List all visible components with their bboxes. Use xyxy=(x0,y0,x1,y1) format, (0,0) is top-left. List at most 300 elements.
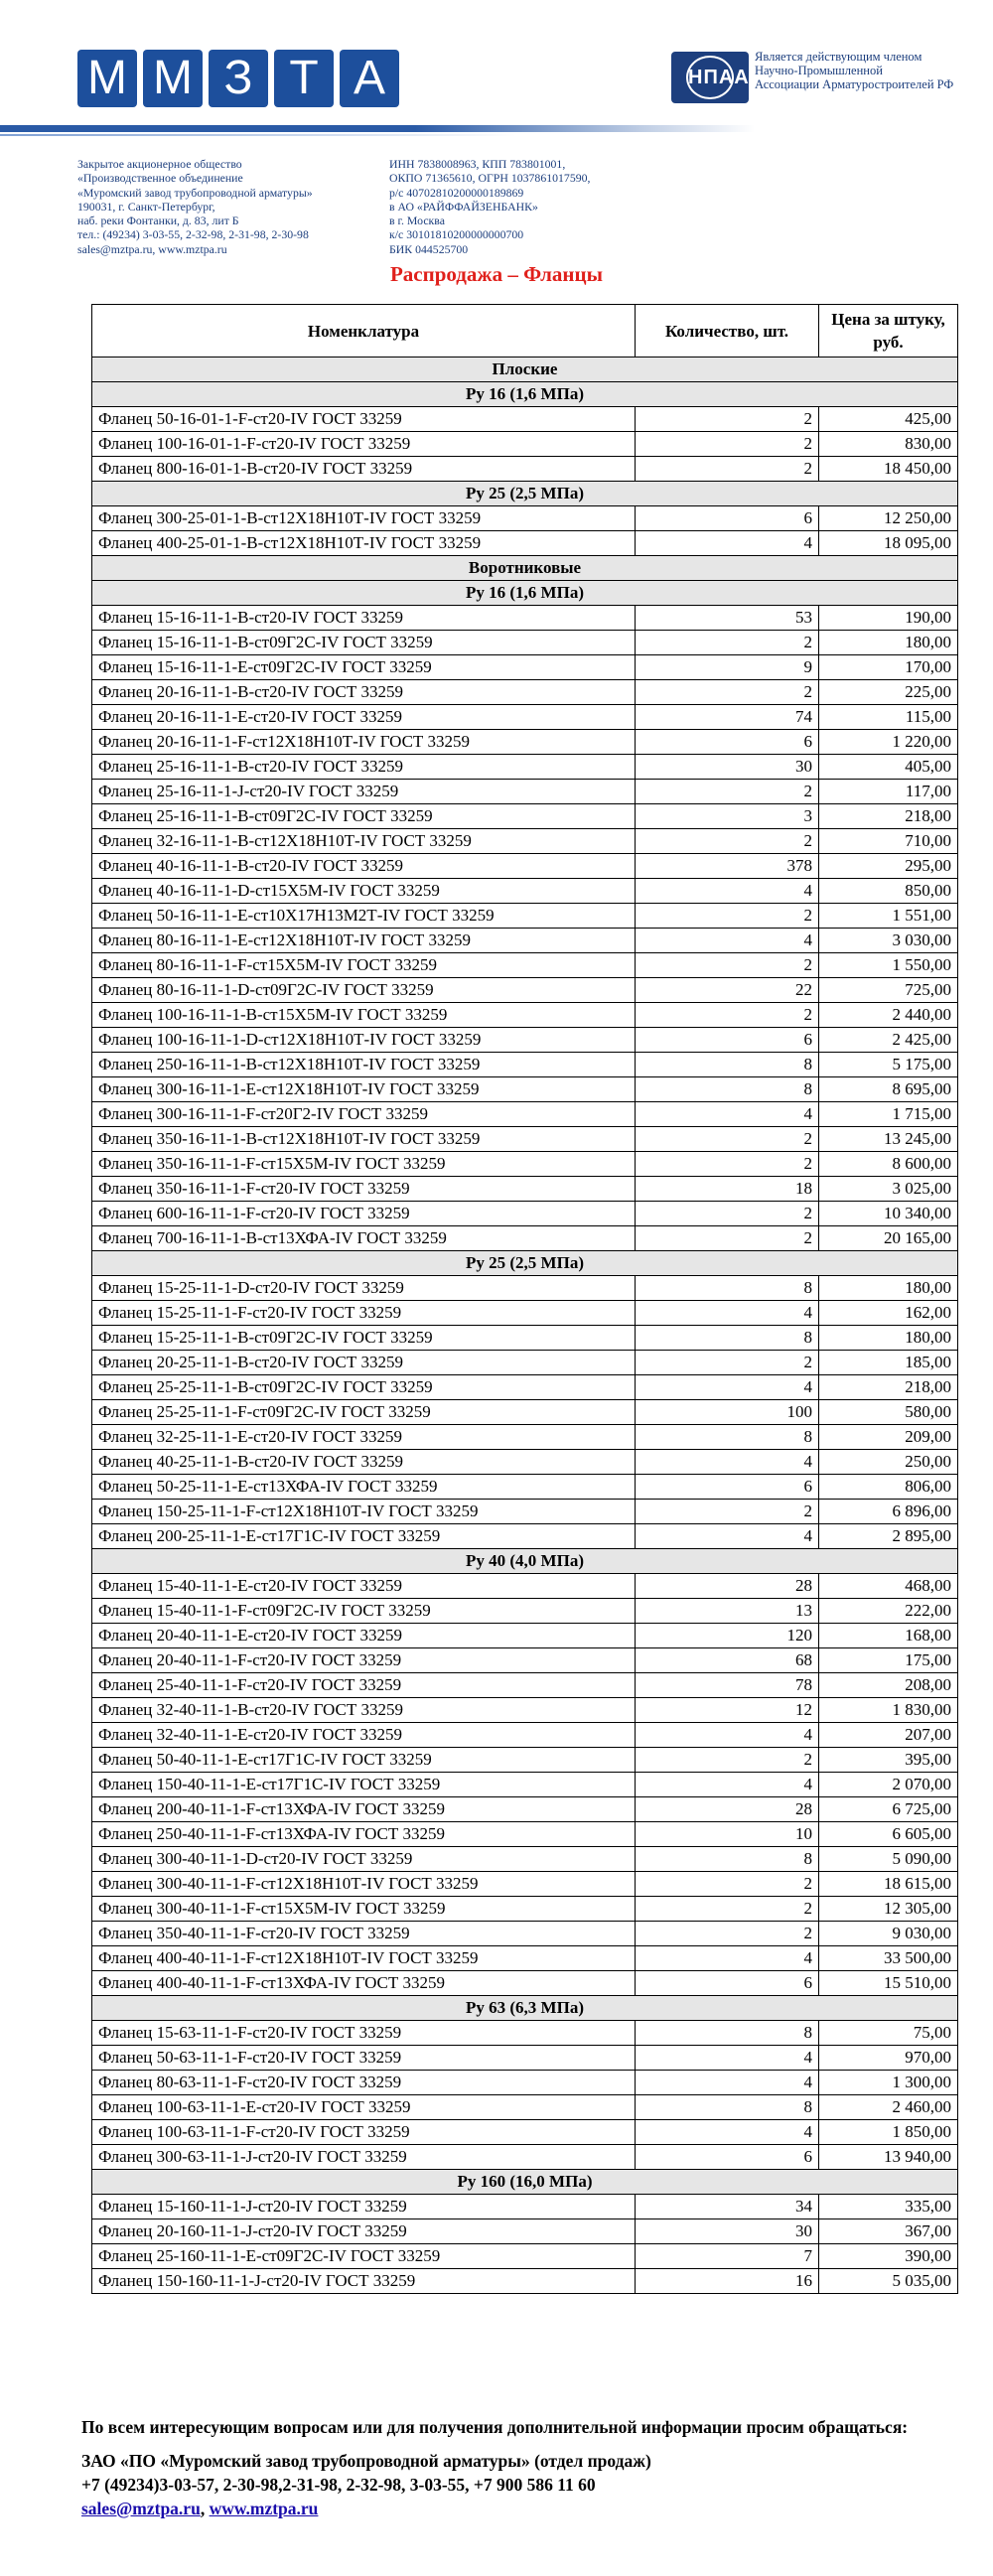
company-line: sales@mztpa.ru, www.mztpa.ru xyxy=(77,241,227,256)
table-row xyxy=(92,1475,958,1500)
cell-name: Фланец 15-16-11-1-E-ст09Г2С-IV ГОСТ 33259 xyxy=(92,655,636,680)
cell-price: 190,00 xyxy=(819,606,958,631)
cell-price: 1 850,00 xyxy=(819,2120,958,2145)
contact-footer xyxy=(81,2415,975,2520)
cell-name: Фланец 25-40-11-1-F-ст20-IV ГОСТ 33259 xyxy=(92,1673,636,1698)
cell-quantity: 2 xyxy=(636,1003,819,1028)
cell-quantity: 2 xyxy=(636,432,819,457)
membership-line: Научно-Промышленной xyxy=(755,64,883,77)
cell-quantity: 4 xyxy=(636,531,819,556)
cell-name: Фланец 100-63-11-1-F-ст20-IV ГОСТ 33259 xyxy=(92,2120,636,2145)
header-price: Цена за штуку, руб. xyxy=(819,305,958,358)
cell-name: Фланец 600-16-11-1-F-ст20-IV ГОСТ 33259 xyxy=(92,1202,636,1226)
cell-quantity: 8 xyxy=(636,1053,819,1077)
cell-name: Фланец 80-16-11-1-D-ст09Г2С-IV ГОСТ 33259 xyxy=(92,978,636,1003)
table-row xyxy=(92,829,958,854)
table-row xyxy=(92,2095,958,2120)
cell-price: 9 030,00 xyxy=(819,1922,958,1946)
cell-name: Фланец 32-25-11-1-E-ст20-IV ГОСТ 33259 xyxy=(92,1425,636,1450)
cell-quantity: 2 xyxy=(636,407,819,432)
table-row xyxy=(92,1946,958,1971)
company-line: «Производственное объединение xyxy=(77,171,243,186)
cell-quantity: 378 xyxy=(636,854,819,879)
cell-price: 170,00 xyxy=(819,655,958,680)
table-row xyxy=(92,1003,958,1028)
cell-name: Фланец 80-16-11-1-E-ст12Х18Н10Т-IV ГОСТ 33259 xyxy=(92,929,636,953)
cell-name: Фланец 250-40-11-1-F-ст13ХФА-IV ГОСТ 33259 xyxy=(92,1822,636,1847)
cell-price: 5 175,00 xyxy=(819,1053,958,1077)
cell-quantity: 2 xyxy=(636,680,819,705)
cell-price: 18 615,00 xyxy=(819,1872,958,1897)
cell-price: 295,00 xyxy=(819,854,958,879)
company-line: «Муромский завод трубопроводной арматуры» xyxy=(77,185,313,200)
table-row xyxy=(92,1524,958,1549)
cell-quantity: 2 xyxy=(636,904,819,929)
cell-name: Фланец 400-40-11-1-F-ст13ХФА-IV ГОСТ 33259 xyxy=(92,1971,636,1996)
cell-quantity: 2 xyxy=(636,1127,819,1152)
cell-quantity: 100 xyxy=(636,1400,819,1425)
cell-quantity: 6 xyxy=(636,1028,819,1053)
company-line: 190031, г. Санкт-Петербург, xyxy=(77,199,215,214)
cell-price: 1 220,00 xyxy=(819,730,958,755)
cell-quantity: 30 xyxy=(636,2219,819,2244)
cell-quantity: 2 xyxy=(636,1897,819,1922)
table-header-row xyxy=(92,305,958,358)
table-row xyxy=(92,1400,958,1425)
cell-price: 18 095,00 xyxy=(819,531,958,556)
cell-quantity: 6 xyxy=(636,506,819,531)
cell-quantity: 10 xyxy=(636,1822,819,1847)
cell-name: Фланец 300-16-11-1-E-ст12Х18Н10Т-IV ГОСТ 33259 xyxy=(92,1077,636,1102)
cell-price: 3 030,00 xyxy=(819,929,958,953)
table-row xyxy=(92,2046,958,2071)
cell-price: 6 605,00 xyxy=(819,1822,958,1847)
table-row xyxy=(92,1152,958,1177)
logo-letter: Т xyxy=(274,50,334,107)
cell-price: 162,00 xyxy=(819,1301,958,1326)
table-row xyxy=(92,432,958,457)
section-row xyxy=(92,1549,958,1574)
table-row xyxy=(92,655,958,680)
cell-price: 1 300,00 xyxy=(819,2071,958,2095)
cell-name: Фланец 20-16-11-1-B-ст20-IV ГОСТ 33259 xyxy=(92,680,636,705)
cell-quantity: 4 xyxy=(636,1773,819,1797)
cell-price: 208,00 xyxy=(819,1673,958,1698)
cell-quantity: 4 xyxy=(636,1946,819,1971)
table-row xyxy=(92,978,958,1003)
cell-name: Фланец 80-16-11-1-F-ст15Х5М-IV ГОСТ 33259 xyxy=(92,953,636,978)
section-row xyxy=(92,2170,958,2195)
table-row xyxy=(92,1127,958,1152)
cell-name: Фланец 25-160-11-1-E-ст09Г2С-IV ГОСТ 33259 xyxy=(92,2244,636,2269)
cell-name: Фланец 100-16-11-1-D-ст12Х18Н10Т-IV ГОСТ 33259 xyxy=(92,1028,636,1053)
table-row xyxy=(92,804,958,829)
logo-letter: М xyxy=(77,50,137,107)
table-row xyxy=(92,407,958,432)
cell-quantity: 2 xyxy=(636,1922,819,1946)
cell-price: 2 460,00 xyxy=(819,2095,958,2120)
cell-quantity: 30 xyxy=(636,755,819,780)
cell-name: Фланец 300-63-11-1-J-ст20-IV ГОСТ 33259 xyxy=(92,2145,636,2170)
cell-quantity: 34 xyxy=(636,2195,819,2219)
cell-price: 6 896,00 xyxy=(819,1500,958,1524)
cell-name: Фланец 150-40-11-1-E-ст17Г1С-IV ГОСТ 33259 xyxy=(92,1773,636,1797)
cell-name: Фланец 25-16-11-1-J-ст20-IV ГОСТ 33259 xyxy=(92,780,636,804)
contact-company: ЗАО «ПО «Муромский завод трубопроводной арматуры» (отдел продаж) xyxy=(81,2451,651,2471)
cell-name: Фланец 300-16-11-1-F-ст20Г2-IV ГОСТ 33259 xyxy=(92,1102,636,1127)
bank-line: ИНН 7838008963, КПП 783801001, xyxy=(389,157,566,171)
table-row xyxy=(92,1698,958,1723)
header-stripe-thin xyxy=(0,134,516,136)
cell-price: 8 695,00 xyxy=(819,1077,958,1102)
table-row xyxy=(92,506,958,531)
cell-name: Фланец 200-40-11-1-F-ст13ХФА-IV ГОСТ 33259 xyxy=(92,1797,636,1822)
cell-name: Фланец 150-160-11-1-J-ст20-IV ГОСТ 33259 xyxy=(92,2269,636,2294)
cell-quantity: 4 xyxy=(636,1450,819,1475)
table-row xyxy=(92,1723,958,1748)
cell-name: Фланец 300-40-11-1-F-ст12Х18Н10Т-IV ГОСТ 33259 xyxy=(92,1872,636,1897)
table-row xyxy=(92,1177,958,1202)
cell-quantity: 7 xyxy=(636,2244,819,2269)
cell-name: Фланец 800-16-01-1-B-ст20-IV ГОСТ 33259 xyxy=(92,457,636,482)
cell-quantity: 4 xyxy=(636,1375,819,1400)
cell-quantity: 6 xyxy=(636,1971,819,1996)
cell-name: Фланец 50-25-11-1-E-ст13ХФА-IV ГОСТ 33259 xyxy=(92,1475,636,1500)
cell-quantity: 4 xyxy=(636,929,819,953)
cell-quantity: 74 xyxy=(636,705,819,730)
cell-quantity: 2 xyxy=(636,631,819,655)
cell-price: 850,00 xyxy=(819,879,958,904)
cell-quantity: 28 xyxy=(636,1574,819,1599)
cell-price: 33 500,00 xyxy=(819,1946,958,1971)
table-row xyxy=(92,606,958,631)
cell-price: 225,00 xyxy=(819,680,958,705)
cell-quantity: 4 xyxy=(636,2120,819,2145)
cell-price: 405,00 xyxy=(819,755,958,780)
contact-links xyxy=(81,2497,975,2520)
cell-price: 185,00 xyxy=(819,1351,958,1375)
table-row xyxy=(92,1226,958,1251)
cell-price: 2 070,00 xyxy=(819,1773,958,1797)
cell-price: 180,00 xyxy=(819,1276,958,1301)
table-row xyxy=(92,1053,958,1077)
cell-price: 218,00 xyxy=(819,1375,958,1400)
cell-name: Фланец 400-25-01-1-B-ст12Х18Н10Т-IV ГОСТ 33259 xyxy=(92,531,636,556)
cell-name: Фланец 50-16-01-1-F-ст20-IV ГОСТ 33259 xyxy=(92,407,636,432)
company-line: тел.: (49234) 3-03-55, 2-32-98, 2-31-98, 2-30-98 xyxy=(77,227,309,242)
cell-name: Фланец 15-40-11-1-F-ст09Г2С-IV ГОСТ 33259 xyxy=(92,1599,636,1624)
cell-name: Фланец 350-16-11-1-F-ст15Х5М-IV ГОСТ 33259 xyxy=(92,1152,636,1177)
table-row xyxy=(92,1574,958,1599)
cell-name: Фланец 100-16-11-1-B-ст15Х5М-IV ГОСТ 33259 xyxy=(92,1003,636,1028)
cell-name: Фланец 40-25-11-1-B-ст20-IV ГОСТ 33259 xyxy=(92,1450,636,1475)
cell-price: 2 440,00 xyxy=(819,1003,958,1028)
bank-line: ОКПО 71365610, ОГРН 1037861017590, xyxy=(389,171,591,186)
cell-quantity: 8 xyxy=(636,1077,819,1102)
cell-price: 218,00 xyxy=(819,804,958,829)
table-row xyxy=(92,2071,958,2095)
cell-quantity: 2 xyxy=(636,780,819,804)
cell-price: 6 725,00 xyxy=(819,1797,958,1822)
table-row xyxy=(92,929,958,953)
table-row xyxy=(92,1847,958,1872)
section-row xyxy=(92,581,958,606)
cell-price: 468,00 xyxy=(819,1574,958,1599)
cell-quantity: 9 xyxy=(636,655,819,680)
cell-name: Фланец 80-63-11-1-F-ст20-IV ГОСТ 33259 xyxy=(92,2071,636,2095)
section-label: Ру 63 (6,3 МПа) xyxy=(92,1996,958,2021)
table-row xyxy=(92,1028,958,1053)
table-row xyxy=(92,1202,958,1226)
table-row xyxy=(92,2195,958,2219)
cell-name: Фланец 300-40-11-1-D-ст20-IV ГОСТ 33259 xyxy=(92,1847,636,1872)
company-line: Закрытое акционерное общество xyxy=(77,157,242,171)
table-row xyxy=(92,904,958,929)
table-row xyxy=(92,1102,958,1127)
cell-name: Фланец 15-25-11-1-D-ст20-IV ГОСТ 33259 xyxy=(92,1276,636,1301)
cell-price: 710,00 xyxy=(819,829,958,854)
table-row xyxy=(92,531,958,556)
table-row xyxy=(92,730,958,755)
cell-quantity: 53 xyxy=(636,606,819,631)
table-row xyxy=(92,1375,958,1400)
cell-name: Фланец 25-16-11-1-B-ст20-IV ГОСТ 33259 xyxy=(92,755,636,780)
table-row xyxy=(92,1897,958,1922)
cell-price: 175,00 xyxy=(819,1648,958,1673)
cell-quantity: 8 xyxy=(636,1425,819,1450)
cell-price: 8 600,00 xyxy=(819,1152,958,1177)
cell-price: 1 550,00 xyxy=(819,953,958,978)
table-row xyxy=(92,1301,958,1326)
table-row xyxy=(92,1797,958,1822)
table-row xyxy=(92,631,958,655)
cell-name: Фланец 15-25-11-1-B-ст09Г2С-IV ГОСТ 33259 xyxy=(92,1326,636,1351)
cell-price: 207,00 xyxy=(819,1723,958,1748)
cell-name: Фланец 100-16-01-1-F-ст20-IV ГОСТ 33259 xyxy=(92,432,636,457)
cell-name: Фланец 250-16-11-1-B-ст12Х18Н10Т-IV ГОСТ 33259 xyxy=(92,1053,636,1077)
company-details xyxy=(77,157,313,256)
cell-name: Фланец 25-16-11-1-B-ст09Г2С-IV ГОСТ 33259 xyxy=(92,804,636,829)
table-row xyxy=(92,1773,958,1797)
membership-line: Ассоциации Арматуростроителей РФ xyxy=(755,77,954,91)
letterhead xyxy=(0,0,993,256)
cell-quantity: 12 xyxy=(636,1698,819,1723)
cell-quantity: 18 xyxy=(636,1177,819,1202)
cell-quantity: 120 xyxy=(636,1624,819,1648)
table-row xyxy=(92,2269,958,2294)
cell-name: Фланец 350-40-11-1-F-ст20-IV ГОСТ 33259 xyxy=(92,1922,636,1946)
cell-name: Фланец 32-40-11-1-B-ст20-IV ГОСТ 33259 xyxy=(92,1698,636,1723)
contact-phones: +7 (49234)3-03-57, 2-30-98,2-31-98, 2-32-98, 3-03-55, +7 900 586 11 60 xyxy=(81,2475,596,2495)
section-row xyxy=(92,358,958,382)
cell-quantity: 2 xyxy=(636,1500,819,1524)
cell-name: Фланец 25-25-11-1-B-ст09Г2С-IV ГОСТ 33259 xyxy=(92,1375,636,1400)
table-row xyxy=(92,1077,958,1102)
cell-name: Фланец 350-16-11-1-F-ст20-IV ГОСТ 33259 xyxy=(92,1177,636,1202)
table-row xyxy=(92,1648,958,1673)
table-row xyxy=(92,780,958,804)
cell-quantity: 4 xyxy=(636,1102,819,1127)
table-row xyxy=(92,2145,958,2170)
cell-name: Фланец 20-16-11-1-F-ст12Х18Н10Т-IV ГОСТ 33259 xyxy=(92,730,636,755)
cell-name: Фланец 15-160-11-1-J-ст20-IV ГОСТ 33259 xyxy=(92,2195,636,2219)
cell-quantity: 4 xyxy=(636,2071,819,2095)
table-row xyxy=(92,1971,958,1996)
section-row xyxy=(92,482,958,506)
cell-name: Фланец 15-16-11-1-B-ст09Г2С-IV ГОСТ 33259 xyxy=(92,631,636,655)
table-row xyxy=(92,1425,958,1450)
cell-price: 1 830,00 xyxy=(819,1698,958,1723)
table-row xyxy=(92,1624,958,1648)
cell-name: Фланец 20-160-11-1-J-ст20-IV ГОСТ 33259 xyxy=(92,2219,636,2244)
cell-quantity: 8 xyxy=(636,2021,819,2046)
page-title: Распродажа – Фланцы xyxy=(389,262,604,286)
cell-price: 335,00 xyxy=(819,2195,958,2219)
section-label: Плоские xyxy=(92,358,958,382)
cell-quantity: 2 xyxy=(636,953,819,978)
bank-line: в г. Москва xyxy=(389,214,445,228)
cell-price: 830,00 xyxy=(819,432,958,457)
header-stripe xyxy=(0,125,755,132)
section-label: Ру 16 (1,6 МПа) xyxy=(92,581,958,606)
table-row xyxy=(92,1872,958,1897)
cell-quantity: 8 xyxy=(636,2095,819,2120)
cell-name: Фланец 200-25-11-1-E-ст17Г1С-IV ГОСТ 33259 xyxy=(92,1524,636,1549)
link-separator: , xyxy=(200,2499,210,2518)
membership-line: Является действующим членом xyxy=(755,50,922,64)
table-row xyxy=(92,2244,958,2269)
bank-line: БИК 044525700 xyxy=(389,241,469,256)
cell-price: 1 551,00 xyxy=(819,904,958,929)
cell-name: Фланец 20-16-11-1-E-ст20-IV ГОСТ 33259 xyxy=(92,705,636,730)
cell-quantity: 8 xyxy=(636,1326,819,1351)
section-label: Воротниковые xyxy=(92,556,958,581)
logo-letter: З xyxy=(209,50,268,107)
table-row xyxy=(92,854,958,879)
cell-name: Фланец 700-16-11-1-B-ст13ХФА-IV ГОСТ 33259 xyxy=(92,1226,636,1251)
contact-note: По всем интересующим вопросам или для получения дополнительной информации просим обращаться: xyxy=(81,2417,909,2437)
cell-quantity: 2 xyxy=(636,829,819,854)
cell-quantity: 4 xyxy=(636,1301,819,1326)
cell-price: 117,00 xyxy=(819,780,958,804)
cell-price: 1 715,00 xyxy=(819,1102,958,1127)
cell-price: 970,00 xyxy=(819,2046,958,2071)
cell-name: Фланец 50-40-11-1-E-ст17Г1С-IV ГОСТ 33259 xyxy=(92,1748,636,1773)
cell-quantity: 6 xyxy=(636,2145,819,2170)
cell-quantity: 4 xyxy=(636,879,819,904)
cell-price: 5 090,00 xyxy=(819,1847,958,1872)
cell-price: 580,00 xyxy=(819,1400,958,1425)
header-quantity: Количество, шт. xyxy=(636,305,819,358)
table-row xyxy=(92,1326,958,1351)
cell-quantity: 22 xyxy=(636,978,819,1003)
table-row xyxy=(92,457,958,482)
cell-quantity: 16 xyxy=(636,2269,819,2294)
company-line: наб. реки Фонтанки, д. 83, лит Б xyxy=(77,214,239,228)
table-body xyxy=(92,358,958,2294)
cell-price: 180,00 xyxy=(819,1326,958,1351)
cell-quantity: 28 xyxy=(636,1797,819,1822)
section-label: Ру 25 (2,5 МПа) xyxy=(92,1251,958,1276)
cell-name: Фланец 15-40-11-1-E-ст20-IV ГОСТ 33259 xyxy=(92,1574,636,1599)
cell-quantity: 13 xyxy=(636,1599,819,1624)
cell-price: 12 305,00 xyxy=(819,1897,958,1922)
cell-name: Фланец 15-63-11-1-F-ст20-IV ГОСТ 33259 xyxy=(92,2021,636,2046)
cell-price: 209,00 xyxy=(819,1425,958,1450)
table-row xyxy=(92,2120,958,2145)
cell-price: 168,00 xyxy=(819,1624,958,1648)
cell-quantity: 68 xyxy=(636,1648,819,1673)
cell-quantity: 2 xyxy=(636,1226,819,1251)
cell-name: Фланец 40-16-11-1-B-ст20-IV ГОСТ 33259 xyxy=(92,854,636,879)
cell-price: 250,00 xyxy=(819,1450,958,1475)
cell-price: 2 425,00 xyxy=(819,1028,958,1053)
cell-name: Фланец 32-16-11-1-B-ст12Х18Н10Т-IV ГОСТ 33259 xyxy=(92,829,636,854)
cell-name: Фланец 350-16-11-1-B-ст12Х18Н10Т-IV ГОСТ 33259 xyxy=(92,1127,636,1152)
cell-price: 367,00 xyxy=(819,2219,958,2244)
cell-price: 806,00 xyxy=(819,1475,958,1500)
price-table xyxy=(91,304,958,2294)
cell-quantity: 4 xyxy=(636,1524,819,1549)
cell-name: Фланец 15-16-11-1-B-ст20-IV ГОСТ 33259 xyxy=(92,606,636,631)
cell-price: 10 340,00 xyxy=(819,1202,958,1226)
table-row xyxy=(92,1822,958,1847)
bank-line: в АО «РАЙФФАЙЗЕНБАНК» xyxy=(389,199,538,214)
cell-price: 12 250,00 xyxy=(819,506,958,531)
cell-quantity: 2 xyxy=(636,1351,819,1375)
table-row xyxy=(92,1500,958,1524)
table-row xyxy=(92,680,958,705)
cell-name: Фланец 100-63-11-1-E-ст20-IV ГОСТ 33259 xyxy=(92,2095,636,2120)
email-link[interactable]: sales@mztpa.ru xyxy=(81,2499,201,2518)
cell-quantity: 8 xyxy=(636,1847,819,1872)
cell-name: Фланец 20-40-11-1-F-ст20-IV ГОСТ 33259 xyxy=(92,1648,636,1673)
cell-price: 115,00 xyxy=(819,705,958,730)
cell-price: 5 035,00 xyxy=(819,2269,958,2294)
cell-price: 725,00 xyxy=(819,978,958,1003)
cell-quantity: 8 xyxy=(636,1276,819,1301)
cell-price: 180,00 xyxy=(819,631,958,655)
cell-name: Фланец 50-63-11-1-F-ст20-IV ГОСТ 33259 xyxy=(92,2046,636,2071)
bank-line: р/с 40702810200000189869 xyxy=(389,185,524,200)
cell-quantity: 4 xyxy=(636,1723,819,1748)
table-row xyxy=(92,1276,958,1301)
cell-quantity: 2 xyxy=(636,1202,819,1226)
cell-name: Фланец 40-16-11-1-D-ст15Х5М-IV ГОСТ 33259 xyxy=(92,879,636,904)
table-row xyxy=(92,2219,958,2244)
cell-quantity: 3 xyxy=(636,804,819,829)
table-row xyxy=(92,1673,958,1698)
membership-note xyxy=(755,50,983,91)
cell-name: Фланец 20-25-11-1-B-ст20-IV ГОСТ 33259 xyxy=(92,1351,636,1375)
section-label: Ру 40 (4,0 МПа) xyxy=(92,1549,958,1574)
table-row xyxy=(92,953,958,978)
cell-price: 13 940,00 xyxy=(819,2145,958,2170)
npaa-logo xyxy=(671,52,749,103)
cell-quantity: 6 xyxy=(636,730,819,755)
cell-price: 13 245,00 xyxy=(819,1127,958,1152)
website-link[interactable]: www.mztpa.ru xyxy=(209,2499,319,2518)
cell-name: Фланец 32-40-11-1-E-ст20-IV ГОСТ 33259 xyxy=(92,1723,636,1748)
cell-name: Фланец 20-40-11-1-E-ст20-IV ГОСТ 33259 xyxy=(92,1624,636,1648)
table-row xyxy=(92,1748,958,1773)
cell-price: 3 025,00 xyxy=(819,1177,958,1202)
cell-name: Фланец 25-25-11-1-F-ст09Г2С-IV ГОСТ 33259 xyxy=(92,1400,636,1425)
logo-letter: М xyxy=(143,50,203,107)
table-row xyxy=(92,2021,958,2046)
section-label: Ру 25 (2,5 МПа) xyxy=(92,482,958,506)
cell-name: Фланец 50-16-11-1-E-ст10Х17Н13М2Т-IV ГОСТ 33259 xyxy=(92,904,636,929)
